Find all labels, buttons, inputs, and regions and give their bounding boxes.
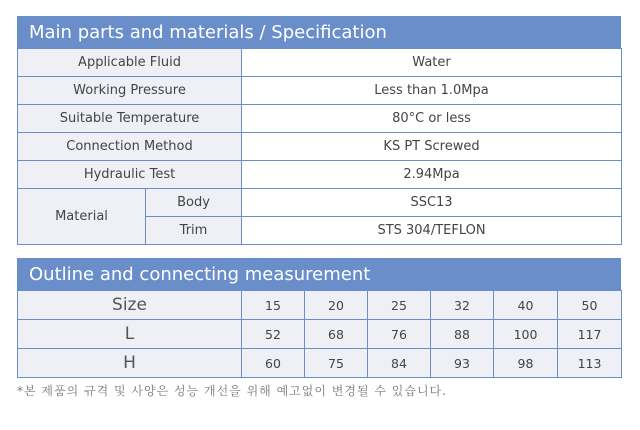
trim-label: Trim xyxy=(146,217,242,245)
size-cell: 32 xyxy=(431,291,494,320)
spec-value: 2.94Mpa xyxy=(242,161,622,189)
h-cell: 98 xyxy=(494,349,558,378)
spec-value: Less than 1.0Mpa xyxy=(242,77,622,105)
spec-title: Main parts and materials / Specification xyxy=(17,16,621,48)
table-row xyxy=(18,291,622,320)
table-row xyxy=(18,349,622,378)
h-label: H xyxy=(18,349,242,378)
l-cell: 68 xyxy=(305,320,368,349)
table-row xyxy=(18,77,622,105)
footnote: *본 제품의 규격 및 사양은 성능 개선을 위해 예고없이 변경될 수 있습니다. xyxy=(17,384,447,398)
spec-section xyxy=(17,16,621,245)
h-cell: 60 xyxy=(242,349,305,378)
h-cell: 84 xyxy=(368,349,431,378)
outline-title: Outline and connecting measurement xyxy=(17,258,621,290)
l-cell: 100 xyxy=(494,320,558,349)
h-cell: 113 xyxy=(558,349,622,378)
spec-label: Connection Method xyxy=(18,133,242,161)
l-cell: 117 xyxy=(558,320,622,349)
spec-value: 80°C or less xyxy=(242,105,622,133)
size-cell: 25 xyxy=(368,291,431,320)
spec-value: Water xyxy=(242,49,622,77)
table-row xyxy=(18,105,622,133)
spec-label: Applicable Fluid xyxy=(18,49,242,77)
l-cell: 88 xyxy=(431,320,494,349)
table-row xyxy=(18,49,622,77)
size-label: Size xyxy=(18,291,242,320)
spec-label: Suitable Temperature xyxy=(18,105,242,133)
body-label: Body xyxy=(146,189,242,217)
spec-label: Working Pressure xyxy=(18,77,242,105)
size-cell: 20 xyxy=(305,291,368,320)
spec-value: KS PT Screwed xyxy=(242,133,622,161)
h-cell: 93 xyxy=(431,349,494,378)
trim-value: STS 304/TEFLON xyxy=(242,217,622,245)
l-label: L xyxy=(18,320,242,349)
body-value: SSC13 xyxy=(242,189,622,217)
l-cell: 76 xyxy=(368,320,431,349)
material-label: Material xyxy=(18,189,146,245)
outline-table xyxy=(17,290,622,378)
table-row xyxy=(18,189,622,217)
h-cell: 75 xyxy=(305,349,368,378)
size-cell: 40 xyxy=(494,291,558,320)
size-cell: 50 xyxy=(558,291,622,320)
outline-section xyxy=(17,258,621,378)
l-cell: 52 xyxy=(242,320,305,349)
table-row xyxy=(18,161,622,189)
table-row xyxy=(18,320,622,349)
table-row xyxy=(18,133,622,161)
spec-table xyxy=(17,48,622,245)
size-cell: 15 xyxy=(242,291,305,320)
spec-label: Hydraulic Test xyxy=(18,161,242,189)
